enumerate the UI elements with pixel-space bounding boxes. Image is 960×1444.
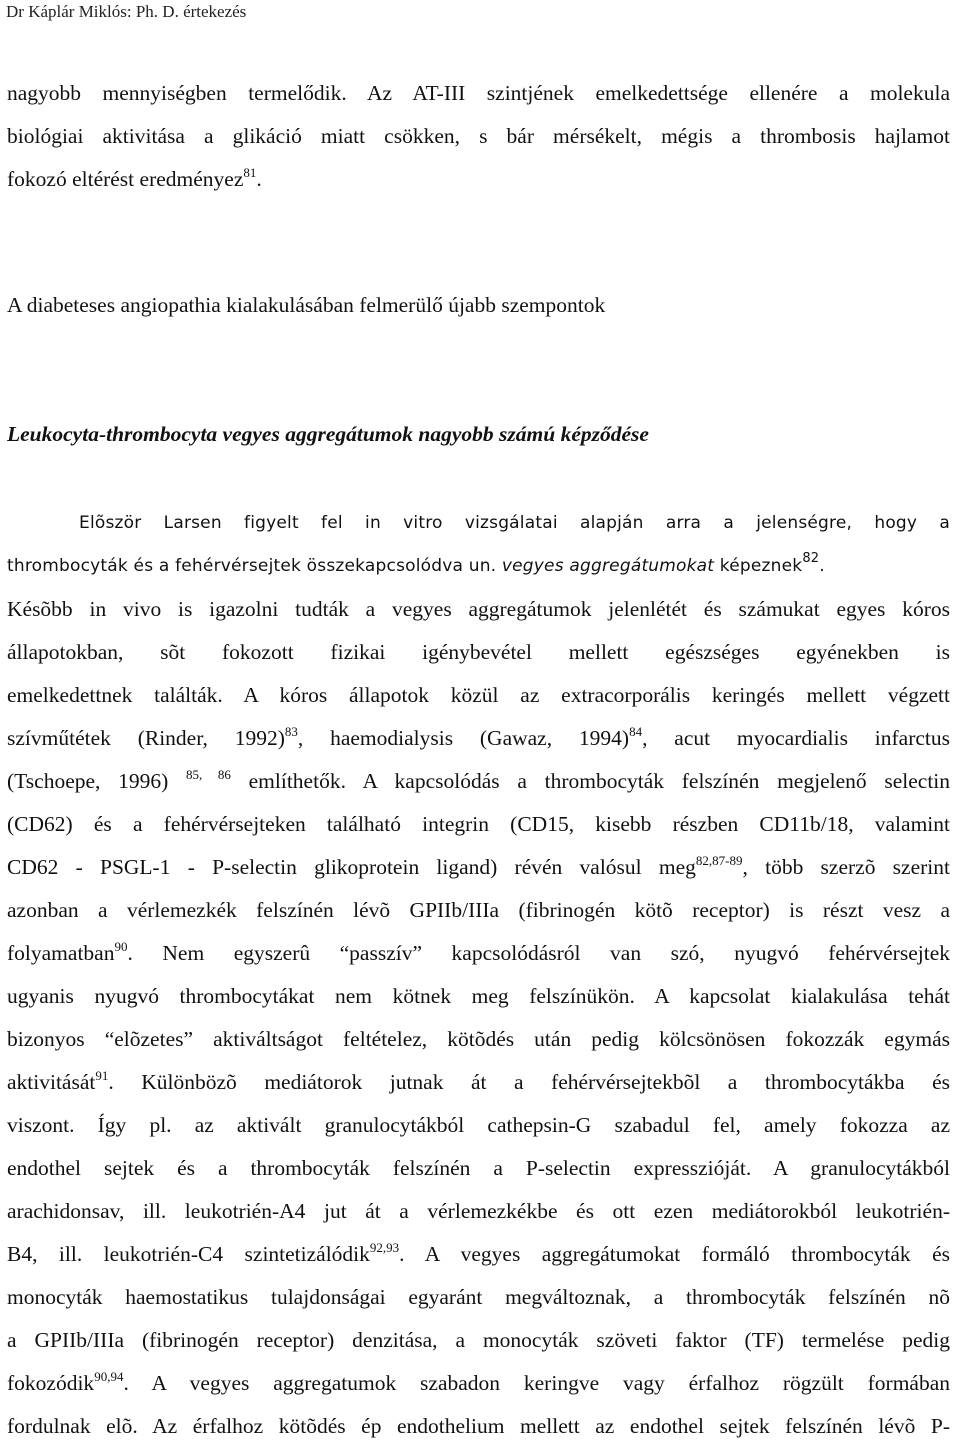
text-line: thrombocyták és a fehérvérsejtek összekapcsolódva un. vegyes aggregátumokat képeznek$^{82}$. xyxy=(7,551,825,576)
text-line: Elõször Larsen figyelt fel in vitro vizsgálatai alapján arra a jelenségre, hogy a xyxy=(79,513,950,533)
text-line: (CD62) és a fehérvérsejteken található integrin (CD15, kisebb részben CD11b/18, valamint xyxy=(7,812,950,836)
citation: 82 xyxy=(802,551,820,566)
running-header: Dr Káplár Miklós: Ph. D. értekezés xyxy=(6,2,247,21)
citation: 92,93 xyxy=(369,1240,400,1255)
text-line: fokozó eltérést eredményez$^{81}$. xyxy=(7,165,262,191)
text-line: (Tschoepe, 1996) $^{85, 86}$ említhetők. A kapcsolódás a thrombocyták felszínén megjelenő selectin xyxy=(7,767,951,793)
text-line: B4, ill. leukotrién-C4 szintetizálódik$^{92,93}$. A vegyes aggregátumokat formáló thrombocyták és xyxy=(7,1240,950,1266)
text-line: biológiai aktivitása a glikáció miatt csökken, s bár mérsékelt, mégis a thrombosis hajlamot xyxy=(7,124,950,148)
text-line: folyamatban$^{90}$. Nem egyszerû “passzív” kapcsolódásról van szó, nyugvó fehérvérsejtek xyxy=(7,939,950,965)
citation: 83 xyxy=(284,724,298,739)
citation: 81 xyxy=(243,165,257,180)
citation: 91 xyxy=(95,1068,109,1083)
text-line: aktivitását$^{91}$. Különbözõ mediátorok jutnak át a fehérvérsejtekbõl a thrombocytákba és xyxy=(7,1068,950,1094)
text-line: CD62 - PSGL-1 - P-selectin glikoprotein ligand) révén valósul meg$^{82,87-89}$, több szerzõ szerint xyxy=(7,853,950,879)
text-line: endothel sejtek és a thrombocyták felszínén a P-selectin expresszióját. A granulocytákból xyxy=(7,1156,950,1180)
text-line: monocyták haemostatikus tulajdonságai egyaránt megváltoznak, a thrombocyták felszínén nõ xyxy=(7,1285,950,1309)
citation: 84 xyxy=(629,724,643,739)
text-line: fokozódik$^{90,94}$. A vegyes aggregatumok szabadon keringve vagy érfalhoz rögzült formában xyxy=(7,1369,950,1395)
section-title: A diabeteses angiopathia kialakulásában felmerülő újabb szempontok xyxy=(7,293,606,317)
text-line: fordulnak elõ. Az érfalhoz kötõdés ép endothelium mellett az endothel sejtek felszínén lévõ P- xyxy=(7,1414,950,1438)
citation: 90 xyxy=(114,939,128,954)
text-line: szívműtétek (Rinder, 1992)$^{83}$, haemodialysis (Gawaz, 1994)$^{84}$, acut myocardialis infarctus xyxy=(7,724,950,750)
text-line: arachidonsav, ill. leukotrién-A4 jut át a vérlemezkékbe és ott ezen mediátorokból leukotrién- xyxy=(7,1199,950,1223)
text-line: állapotokban, sõt fokozott fizikai igénybevétel mellett egészséges egyénekben is xyxy=(7,640,950,664)
text-line: nagyobb mennyiségben termelődik. Az AT-III szintjének emelkedettsége ellenére a molekula xyxy=(7,81,950,105)
text-line: bizonyos “elõzetes” aktiváltságot feltételez, kötõdés után pedig kölcsönösen fokozzák egymás xyxy=(7,1027,950,1051)
citation: 85, 86 xyxy=(186,767,231,782)
text-line: emelkedettnek találták. A kóros állapotok közül az extracorporális keringés mellett végzett xyxy=(7,683,950,707)
subsection-title: Leukocyta-thrombocyta vegyes aggregátumok nagyobb számú képződése xyxy=(7,422,649,446)
text-line: ugyanis nyugvó thrombocytákat nem kötnek meg felszínükön. A kapcsolat kialakulása tehát xyxy=(7,984,950,1008)
text-line: viszont. Így pl. az aktivált granulocytákból cathepsin-G szabadul fel, amely fokozza az xyxy=(7,1113,950,1137)
text-line: a GPIIb/IIIa (fibrinogén receptor) denzitása, a monocyták szöveti faktor (TF) termelése pedig xyxy=(7,1328,950,1352)
text-line: Késõbb in vivo is igazolni tudták a vegyes aggregátumok jelenlétét és számukat egyes kóros xyxy=(7,597,950,621)
citation: 82,87-89 xyxy=(695,853,743,868)
text-line: azonban a vérlemezkék felszínén lévõ GPIIb/IIIa (fibrinogén kötõ receptor) is részt vesz a xyxy=(7,898,950,922)
citation: 90,94 xyxy=(94,1369,124,1384)
